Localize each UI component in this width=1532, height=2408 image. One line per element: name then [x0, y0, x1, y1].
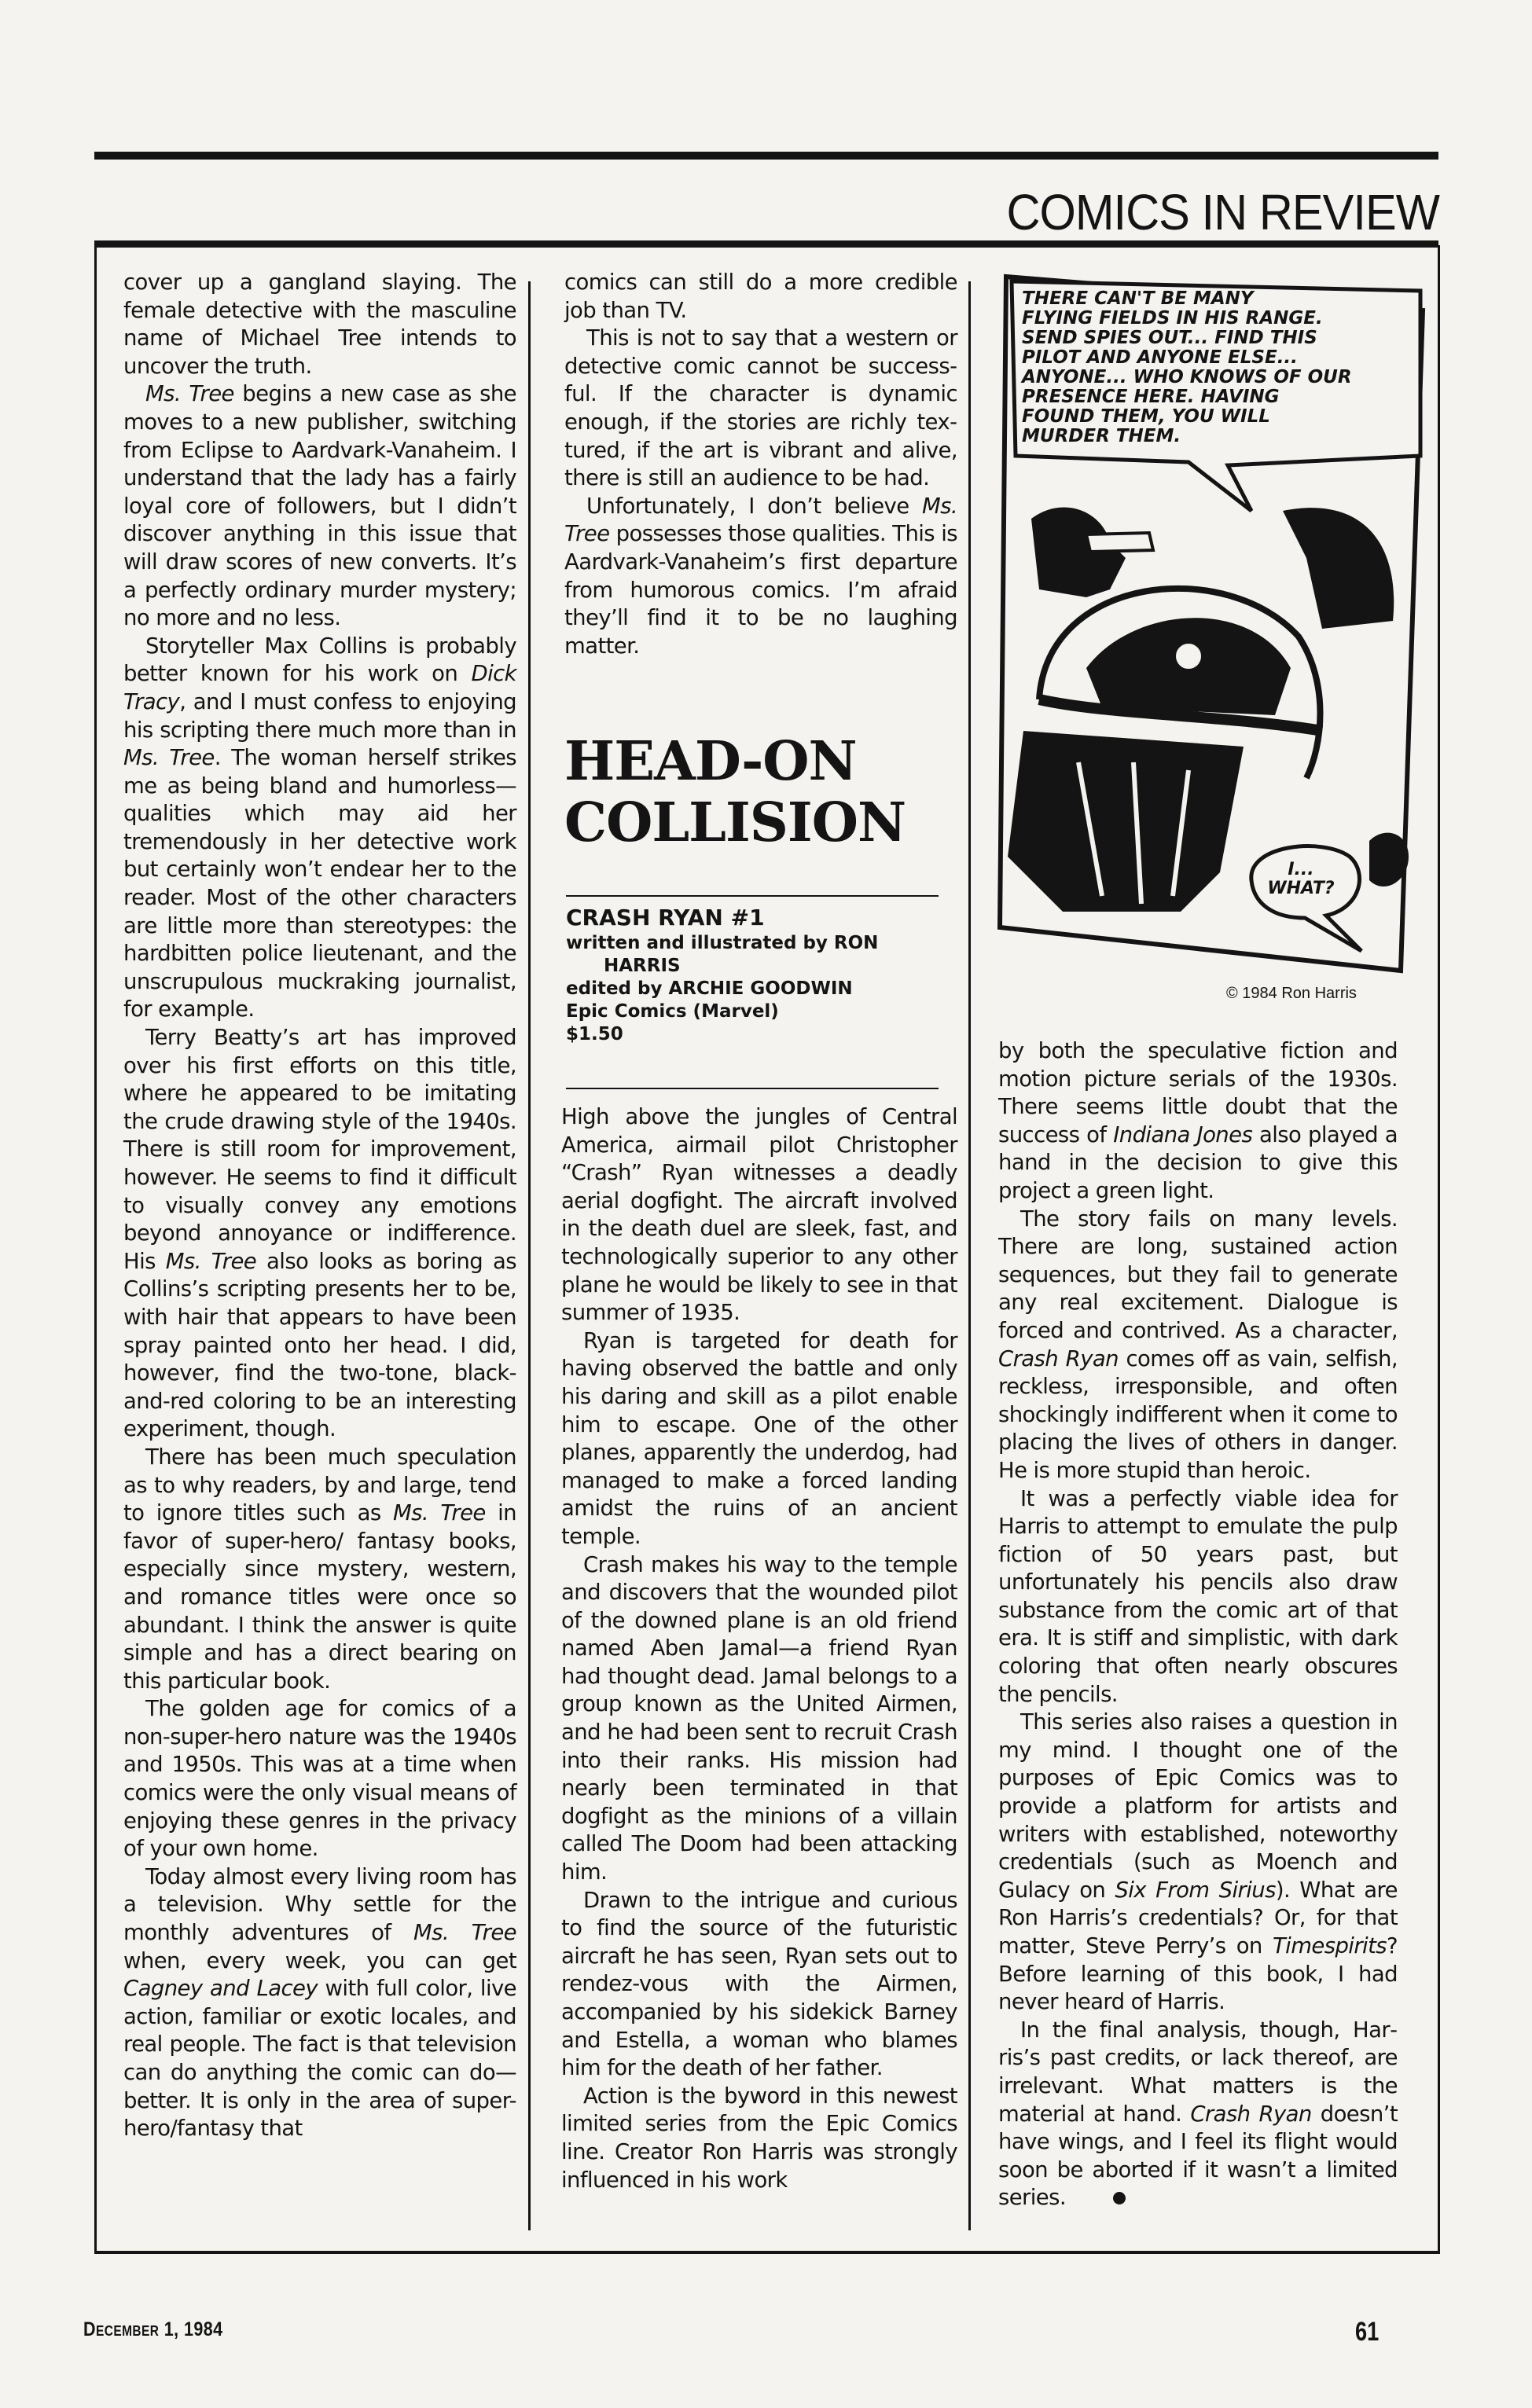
paragraph: Action is the byword in this newest limited series from the Epic Comics line. Creator Ron Harris was strongly influenced in his work: [561, 2083, 957, 2193]
paragraph: This is not to say that a western or detective comic cannot be successful. If the character is dynamic enough, if the stories are richly textured, if the art is vibrant and alive, there is still an audience to be had.: [564, 325, 957, 491]
paragraph: Ryan is targeted for death for having observed the battle and only his daring and skill as a pilot enable him to escape. One of the other planes, apparently the underdog, had managed to make a forced landing amidst the ruins of an ancient temple.: [561, 1327, 957, 1549]
review-column-2: [561, 1103, 957, 2194]
credit-writer-cont: HARRIS: [604, 956, 681, 976]
gloved-hand: [1008, 731, 1244, 912]
paragraph: It was a perfectly viable idea for Harris to attempt to emulate the pulp fiction of 50 years past, but unfortunately his pencils also draw substance from the comic art of that era. It is stiff and simplistic, with dark coloring that often nearly obscures the pencils.: [998, 1485, 1398, 1707]
paragraph: Today almost every living room has a television. Why settle for the monthly adventures of Ms. Tree when, every week, you can get Cagney and Lacey with full color, live action, familiar or exotic locales, and real people. The fact is that television can do anything the comic can do—better. It is only in the area of super-hero/fantasy that: [123, 1863, 517, 2142]
paragraph: The golden age for comics of a non-super-hero nature was the 1940s and 1950s. This was at a time when comics were the only visual means of enjoying these genres in the privacy of your own home.: [123, 1696, 516, 1862]
paragraph: Crash makes his way to the temple and discovers that the wounded pilot of the downed plane is an old friend named Aben Jamal—a friend Ryan had thought dead. Jamal belongs to a group known as the United Airmen, and he had been sent to recruit Crash into their ranks. His mission had nearly been terminated in that dogfight as the minions of a villain called The Doom had been attacking him.: [561, 1551, 957, 1885]
end-of-article-bullet-icon: [1113, 2192, 1126, 2204]
creature-eye: [1174, 642, 1203, 670]
paragraph: Ms. Tree begins a new case as she moves to a new publisher, switching from Eclipse to Aardvark-Vanaheim. I understand that the lady has a fairly loyal core of followers, but I didn’t discover anything in this issue that will draw scores of new converts. It’s a perfectly ordinary murder mystery; no more and no less.: [123, 381, 516, 631]
credits-rule-top: [566, 895, 939, 897]
illustration-copyright: © 1984 Ron Harris: [1226, 985, 1357, 1002]
footer-date: December 1, 1984: [83, 2318, 223, 2340]
header-rule-top: [94, 152, 1438, 160]
paragraph: Terry Beatty’s art has improved over his first efforts on this title, where he appeared to be imitating the crude drawing style of the 1940s. There is still room for improvement, however. He seems to find it difficult to visually convey any emotions beyond annoyance or indifference. His Ms. Tree also looks as boring as Collins’s scripting presents her to be, with hair that appears to have been spray painted onto her head. I did, however, find the two-tone, black-and-red coloring to be an interesting experiment, though.: [123, 1025, 516, 1442]
right-machinery: [1283, 508, 1394, 629]
paragraph: Unfortunately, I don’t believe Ms. Tree possesses those qualities. This is Aardvark-Vanaheim’s first departure from humorous comics. I’m afraid they’ll find it to be no laughing matter.: [564, 493, 957, 659]
credit-writer: written and illustrated by RON: [566, 933, 879, 953]
paragraph: by both the speculative fiction and motion picture serials of the 1930s. There seems little doubt that the success of Indiana Jones also played a hand in the decision to give this project a green light.: [998, 1038, 1398, 1203]
credit-editor: edited by ARCHIE GOODWIN: [566, 978, 853, 999]
speech-balloon-text: THERE CAN'T BE MANY FLYING FIELDS IN HIS RANGE. SEND SPIES OUT... FIND THIS PILOT AND ANYONE ELSE... ANYONE... WHO KNOWS OF OUR PRESENCE HERE. HAVING FOUND THEM, YOU WILL MURDER THEM.: [1022, 288, 1352, 446]
paragraph: Drawn to the intrigue and curious to find the source of the futuristic aircraft he has seen, Ryan sets out to rendez-vous with the Airmen, accompanied by his sidekick Barney and Estella, a woman who blames him for the death of her father.: [561, 1887, 957, 2081]
price: $1.50: [566, 1024, 623, 1044]
paragraph: In the final analysis, though, Harris’s past credits, or lack thereof, are irrelevant. What matters is the material at hand. Crash Ryan doesn’t have wings, and I feel its flight would soon be aborted if it wasn’t a limited series.: [998, 2017, 1398, 2211]
article-column-2: [564, 269, 957, 660]
publisher: Epic Comics (Marvel): [566, 1001, 779, 1022]
paragraph: comics can still do a more credible job than TV.: [564, 270, 957, 323]
comic-title: CRASH RYAN #1: [566, 905, 765, 931]
column-divider: [968, 281, 971, 2230]
paragraph: cover up a gangland slaying. The female detective with the masculine name of Michael Tree intends to uncover the truth.: [123, 270, 516, 379]
review-credits: [566, 904, 943, 1046]
column-divider: [528, 281, 531, 2230]
paragraph: The story fails on many levels. There are long, sustained action sequences, but they fail to generate any real excitement. Dialogue is forced and contrived. As a character, Crash Ryan comes off as vain, selfish, reckless, irresponsible, and often shockingly indifferent when it come to placing the lives of others in danger. He is more stupid than heroic.: [998, 1206, 1398, 1483]
small-balloon-text: I... WHAT?: [1267, 860, 1335, 898]
section-title: COMICS IN REVIEW: [1006, 184, 1439, 240]
review-column-3: [998, 1037, 1398, 2212]
paragraph: This series also raises a question in my mind. I thought one of the purposes of Epic Comics was to provide a platform for artists and writers with established, noteworthy credentials (such as Moench and Gulacy on Six From Sirius). What are Ron Harris’s credentials? Or, for that matter, Steve Perry’s on Timespirits? Before learning of this book, I had never heard of Harris.: [998, 1709, 1398, 2015]
credits-rule-bottom: [566, 1088, 939, 1089]
paragraph: There has been much speculation as to why readers, by and large, tend to ignore titles such as Ms. Tree in favor of super-hero/ fantasy books, especially since mystery, western, and romance titles were once so abundant. I think the answer is quite simple and has a direct bearing on this particular book.: [123, 1444, 516, 1694]
paragraph: Storyteller Max Collins is probably better known for his work on Dick Tracy, and I must confess to enjoying his scripting there much more than in Ms. Tree. The woman herself strikes me as being bland and humorless—qualities which may aid her tremendously in her detective work but certainly won’t endear her to the reader. Most of the other characters are little more than stereotypes: the hardbitten police lieutenant, and the unscrupulous muckraking journalist, for example.: [123, 633, 516, 1022]
paragraph: High above the jungles of Central America, airmail pilot Christopher “Crash” Ryan witnesses a deadly aerial dogfight. The aircraft involved in the death duel are sleek, fast, and technologically superior to any other plane he would be likely to see in that summer of 1935.: [561, 1104, 957, 1326]
pilot-figure: [1031, 508, 1153, 597]
review-headline: HEAD-ON COLLISION: [564, 730, 906, 854]
page-number: 61: [1355, 2317, 1380, 2347]
article-column-1: [123, 269, 516, 2143]
